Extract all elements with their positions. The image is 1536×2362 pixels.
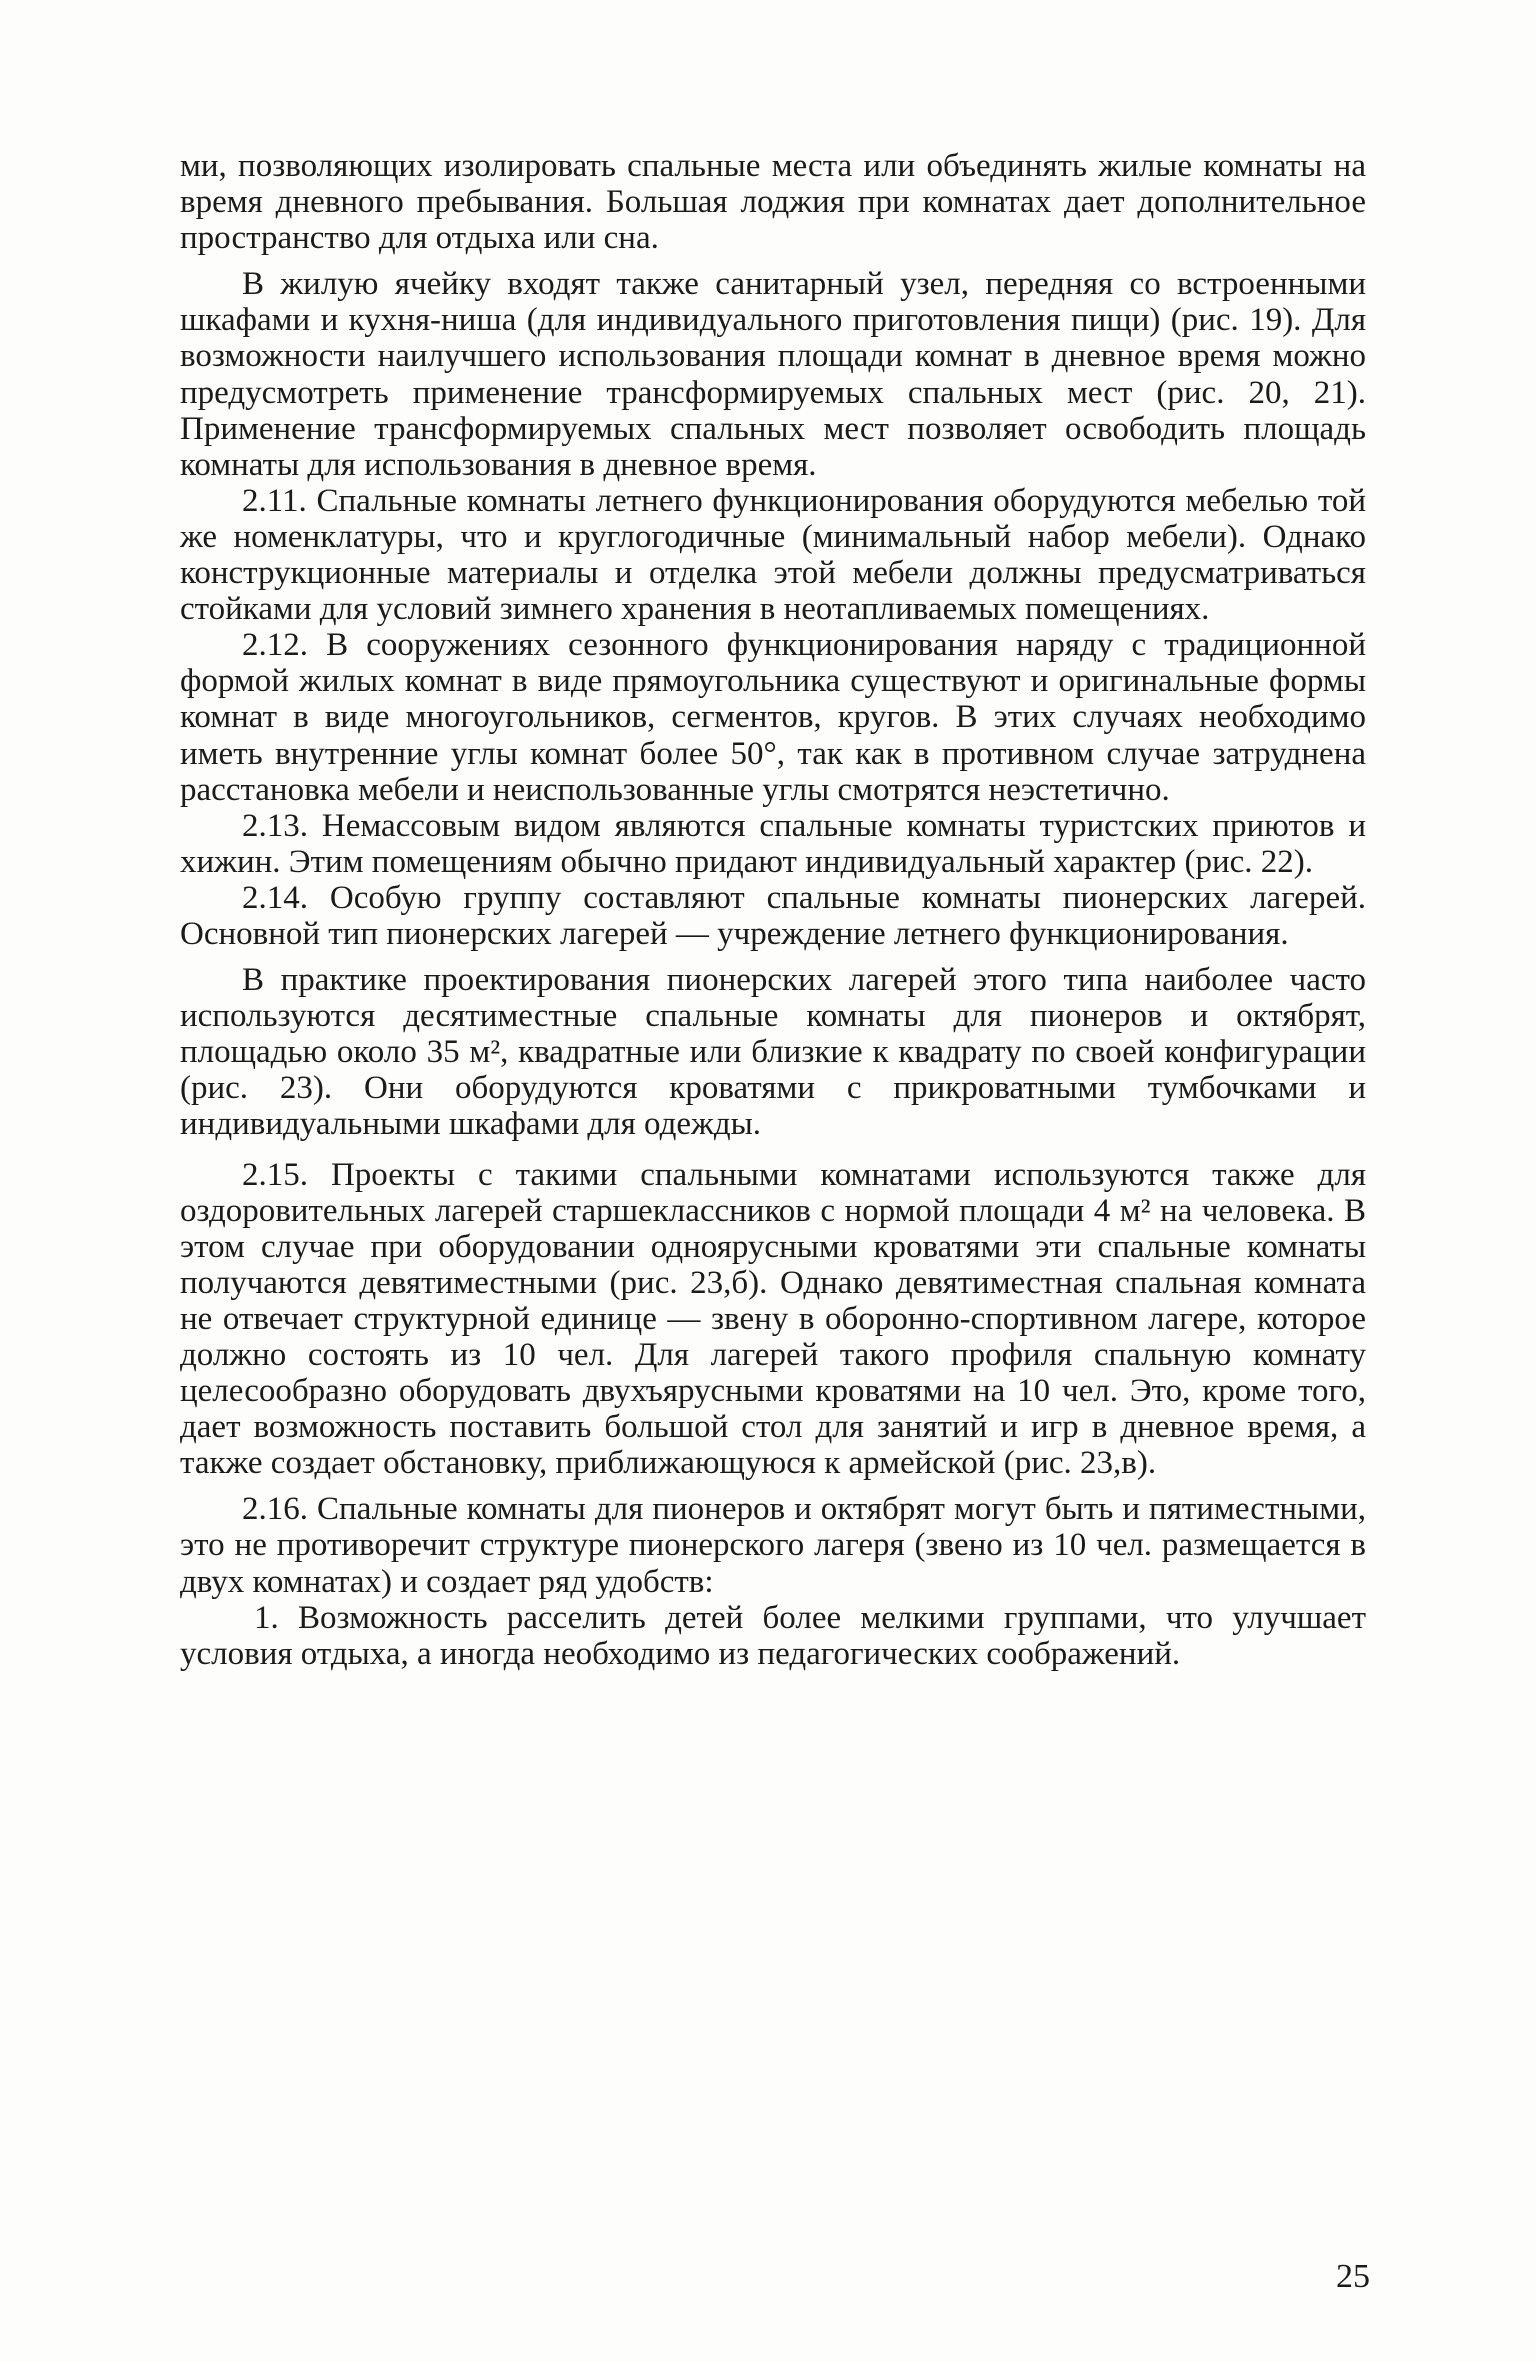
paragraph-2-13: 2.13. Немассовым видом являются спальные комнаты туристских приютов и хижин. Этим помещениям обычно придают индивидуальный характер (рис. 22). (180, 807, 1366, 880)
paragraph-design-practice: В практике проектирования пионерских лагерей этого типа наиболее часто используются десятиместные спальные комнаты для пионеров и октябрят, площадью около 35 м², квадратные или близкие к квадрату по своей конфигурации (рис. 23). Они оборудуются кроватями с прикроватными тумбочками и индивидуальными шкафами для одежды. (180, 962, 1366, 1143)
page-number: 25 (1336, 2258, 1370, 2295)
list-item-1: 1. Возможность расселить детей более мелкими группами, что улучшает условия отдыха, а иногда необходимо из педагогических соображений. (180, 1599, 1366, 1672)
body-text (180, 148, 1366, 1672)
paragraph-2-16: 2.16. Спальные комнаты для пионеров и октябрят могут быть и пятиместными, это не противоречит структуре пионерского лагеря (звено из 10 чел. размещается в двух комнатах) и создает ряд удобств: (180, 1491, 1366, 1600)
paragraph-2-15: 2.15. Проекты с такими спальными комнатами используются также для оздоровительных лагерей старшеклассников с нормой площади 4 м² на человека. В этом случае при оборудовании одноярусными кроватями эти спальные комнаты получаются девятиместными (рис. 23,б). Однако девятиместная спальная комната не отвечает структурной единице — звену в оборонно-спортивном лагере, которое должно состоять из 10 чел. Для лагерей такого профиля спальную комнату целесообразно оборудовать двухъярусными кроватями на 10 чел. Это, кроме того, дает возможность поставить большой стол для занятий и игр в дневное время, а также создает обстановку, приближающуюся к армейской (рис. 23,в). (180, 1156, 1366, 1482)
paragraph-2-11: 2.11. Спальные комнаты летнего функционирования оборудуются мебелью той же номенклатуры, что и круглогодичные (минимальный набор мебели). Однако конструкционные материалы и отделка этой мебели должны предусматриваться стойками для условий зимнего хранения в неотапливаемых помещениях. (180, 482, 1366, 628)
paragraph-2-12: 2.12. В сооружениях сезонного функционирования наряду с традиционной формой жилых комнат в виде прямоугольника существуют и оригинальные формы комнат в виде многоугольников, сегментов, кругов. В этих случаях необходимо иметь внутренние углы комнат более 50°, так как в противном случае затруднена расстановка мебели и неиспользованные углы смотрятся неэстетично. (180, 627, 1366, 808)
paragraph-living-cell: В жилую ячейку входят также санитарный узел, передняя со встроенными шкафами и кухня-ниша (для индивидуального приготовления пищи) (рис. 19). Для возможности наилучшего использования площади комнат в дневное время можно предусмотреть применение трансформируемых спальных мест (рис. 20, 21). Применение трансформируемых спальных мест позволяет освободить площадь комнаты для использования в дневное время. (180, 266, 1366, 483)
paragraph-2-14: 2.14. Особую группу составляют спальные комнаты пионерских лагерей. Основной тип пионерских лагерей — учреждение летнего функционирования. (180, 879, 1366, 952)
paragraph-continuation: ми, позволяющих изолировать спальные места или объединять жилые комнаты на время дневного пребывания. Большая лоджия при комнатах дает дополнительное пространство для отдыха или сна. (180, 148, 1366, 257)
